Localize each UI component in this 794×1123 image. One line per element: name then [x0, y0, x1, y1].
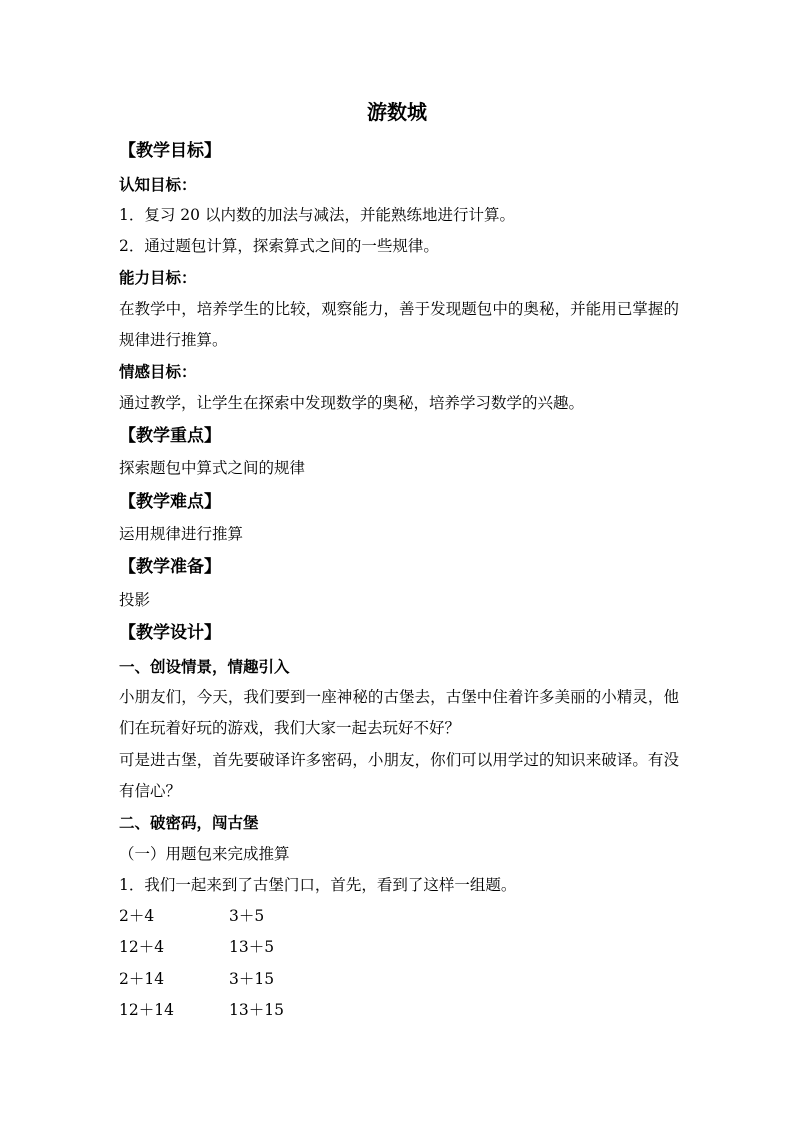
part2-heading: 二、破密码，闯古堡: [119, 813, 259, 833]
prep-heading: 【教学准备】: [119, 557, 221, 578]
part1-paragraph-1: 小朋友们，今天，我们要到一座神秘的古堡去，古堡中住着许多美丽的小精灵，他们在玩着好玩的游戏，我们大家一起去玩好不好？: [119, 688, 679, 738]
equation: 13＋5: [229, 938, 275, 957]
key-text: 探索题包中算式之间的规律: [119, 459, 306, 478]
equation: 12＋4: [119, 938, 165, 957]
part2-step-1: 1．我们一起来到了古堡门口，首先，看到了这样一组题。: [119, 875, 517, 894]
key-heading: 【教学重点】: [119, 425, 221, 446]
equation: 2＋4: [119, 907, 155, 926]
equation-row: [119, 901, 679, 932]
equation: 12＋14: [119, 1001, 174, 1020]
equation-row: [119, 932, 679, 963]
emotion-text: 通过教学，让学生在探索中发现数学的奥秘，培养学习数学的兴趣。: [119, 393, 585, 412]
objectives-heading: 【教学目标】: [119, 141, 221, 161]
design-heading: 【教学设计】: [119, 623, 221, 644]
equation: 2＋14: [119, 969, 165, 988]
cognitive-heading: 认知目标：: [119, 174, 197, 194]
part1-paragraph-2: 可是进古堡，首先要破译许多密码，小朋友，你们可以用学过的知识来破译。有没有信心？: [119, 750, 679, 800]
emotion-heading: 情感目标：: [119, 362, 197, 382]
equation-row: [119, 995, 679, 1026]
document-body: [119, 134, 679, 1026]
equation: 3＋15: [229, 969, 275, 988]
document-title: 游数城: [367, 100, 427, 124]
part2-subheading: （一）用题包来完成推算: [119, 844, 290, 863]
cognitive-item-1: 1．复习 20 以内数的加法与减法，并能熟练地进行计算。: [119, 205, 515, 224]
ability-heading: 能力目标：: [119, 268, 197, 288]
equation-row: [119, 964, 679, 995]
difficulty-heading: 【教学难点】: [119, 491, 221, 512]
equation: 13＋15: [229, 1001, 284, 1020]
cognitive-item-2: 2．通过题包计算，探索算式之间的一些规律。: [119, 237, 439, 256]
difficulty-text: 运用规律进行推算: [119, 525, 244, 544]
part1-heading: 一、创设情景，情趣引入: [119, 656, 290, 676]
prep-text: 投影: [119, 590, 151, 609]
equation: 3＋5: [229, 907, 265, 926]
ability-text: 在教学中，培养学生的比较，观察能力，善于发现题包中的奥秘，并能用已掌握的规律进行推算。: [119, 299, 679, 349]
